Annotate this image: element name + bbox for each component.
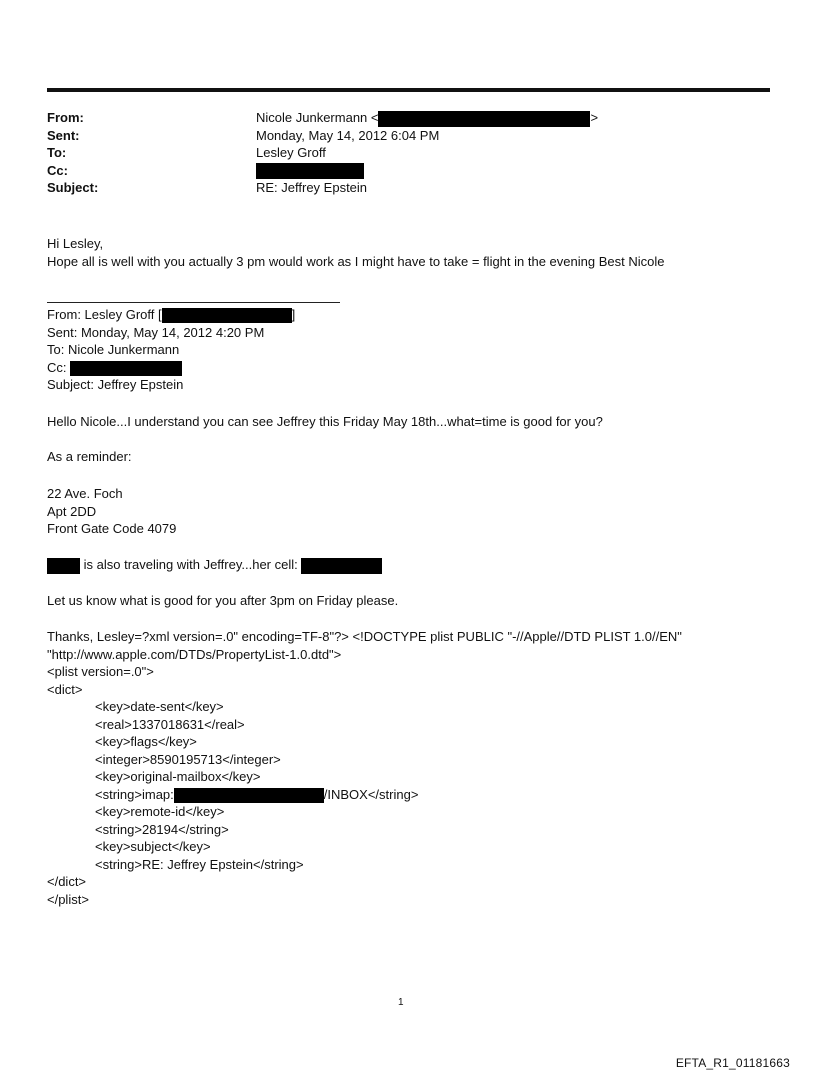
quoted-p3: Let us know what is good for you after 3pm on Friday please. <box>47 593 399 608</box>
from-value: Nicole Junkermann < > <box>256 110 599 125</box>
subject-row <box>47 179 770 197</box>
page-number: 1 <box>398 997 404 1008</box>
thanks-line: Thanks, Lesley=?xml version=.0" encoding=TF-8"?> <!DOCTYPE plist PUBLIC "-//Apple//DTD PLIST 1.0//EN" <box>47 629 682 644</box>
plist-row: <real>1337018631</real> <box>95 716 245 732</box>
to-label: To: <box>47 145 67 160</box>
from-row <box>47 109 770 127</box>
address-block <box>47 485 782 538</box>
plist-row: <key>flags</key> <box>95 734 197 749</box>
quoted-p1: Hello Nicole...I understand you can see Jeffrey this Friday May 18th...what=time is good for you? <box>47 414 603 429</box>
address-line: 22 Ave. Foch <box>47 486 123 501</box>
to-value: Lesley Groff <box>256 145 326 160</box>
plist-row: <key>subject</key> <box>95 839 211 854</box>
dict-open: <dict> <box>47 681 83 697</box>
quoted-sent: Sent: Monday, May 14, 2012 4:20 PM <box>47 324 265 340</box>
subject-value: RE: Jeffrey Epstein <box>256 180 368 195</box>
plist-block <box>47 628 782 908</box>
dtd-line: "http://www.apple.com/DTDs/PropertyList-1.0.dtd"> <box>47 646 342 662</box>
cc-value <box>256 162 364 180</box>
quoted-header <box>47 306 782 394</box>
redaction-box <box>378 111 590 127</box>
plist-open: <plist version=.0"> <box>47 664 154 679</box>
redaction-box <box>256 163 364 179</box>
email-header <box>47 109 770 197</box>
cc-label: Cc: <box>47 162 68 178</box>
redaction-box <box>47 558 80 574</box>
dict-close: </dict> <box>47 874 87 889</box>
quote-separator <box>47 302 340 303</box>
document-id: EFTA_R1_01181663 <box>675 1056 790 1070</box>
quoted-subject: Subject: Jeffrey Epstein <box>47 377 184 392</box>
plist-imap-row: <string>imap: /INBOX</string> <box>95 786 419 802</box>
reply-greeting: Hi Lesley, <box>47 236 104 251</box>
cc-row <box>47 162 770 180</box>
from-label: From: <box>47 110 84 125</box>
quoted-from: From: Lesley Groff [ ] <box>47 307 296 322</box>
traveling-line: is also traveling with Jeffrey...her cell: <box>47 556 782 574</box>
redaction-box <box>162 308 292 323</box>
plist-close: </plist> <box>47 891 89 907</box>
redaction-box <box>174 788 324 803</box>
sent-label: Sent: <box>47 127 80 143</box>
plist-row: <key>remote-id</key> <box>95 804 225 819</box>
reply-text: Hope all is well with you actually 3 pm would work as I might have to take = flight in the evening Best Nicole <box>47 253 665 269</box>
sent-row <box>47 127 770 145</box>
subject-label: Subject: <box>47 180 99 195</box>
plist-row: <key>original-mailbox</key> <box>95 769 261 784</box>
sent-value: Monday, May 14, 2012 6:04 PM <box>256 127 440 143</box>
quoted-to: To: Nicole Junkermann <box>47 342 180 357</box>
plist-row: <string>28194</string> <box>95 821 229 837</box>
quoted-p2: As a reminder: <box>47 449 132 464</box>
header-rule <box>47 88 770 92</box>
redaction-box <box>301 558 382 574</box>
reply-body <box>47 235 782 270</box>
redaction-box <box>70 361 182 376</box>
plist-row: <key>date-sent</key> <box>95 699 224 714</box>
address-line: Apt 2DD <box>47 503 97 519</box>
plist-row: <string>RE: Jeffrey Epstein</string> <box>95 856 304 872</box>
quoted-cc: Cc: <box>47 359 782 377</box>
plist-row: <integer>8590195713</integer> <box>95 751 281 767</box>
to-row <box>47 144 770 162</box>
address-line: Front Gate Code 4079 <box>47 521 177 536</box>
